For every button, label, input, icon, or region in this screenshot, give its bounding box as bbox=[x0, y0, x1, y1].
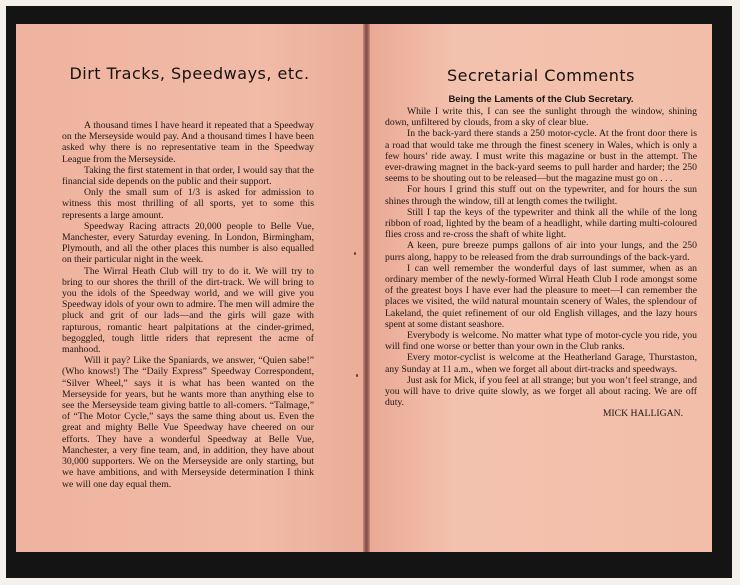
page-subtitle: Being the Laments of the Club Secretary. bbox=[448, 94, 634, 105]
paragraph: While I write this, I can see the sunlight through the window, shining down, unfiltered by clouds, from a sky of clear blue. bbox=[385, 106, 697, 129]
paragraph: A thousand times I have heard it repeated that a Speedway on the Merseyside would pay. And a thousand times I have been asked why there is no representative team in the Speedway League from the Merseyside. bbox=[62, 120, 314, 165]
paragraph: Will it pay? Like the Spaniards, we answer, “Quien sabe!” (Who knows!) The “Daily Express” Speedway Correspondent, “Silver Wheel,” says it is what has been wanted on the Merseyside for years, but he wants more than anything else to see the Merseyside team giving battle to all-comers. “Talmage,” of “The Motor Cycle,” says the same thing about us. Even the great and mighty Belle Vue Speedway have cheered on our efforts. They have a wonderful Speedway at Belle Vue, Manchester, a very fine team, and, in addition, they have about 30,000 supporters. We on the Merseyside are only starting, but we have ambitions, and with Merseyside determination I think we will one day equal them. bbox=[62, 355, 314, 490]
paragraph: A keen, pure breeze pumps gallons of air into your lungs, and the 250 purrs along, happy to be released from the drab surroundings of the back-yard. bbox=[385, 240, 697, 263]
paragraph: In the back-yard there stands a 250 motor-cycle. At the front door there is a road that would take me through the finest scenery in Wales, which is only a few hours’ ride away. I must write this magazine or bust in the attempt. The ever-drawing magnet in the back-yard seems to pull harder and harder; the 250 seems to be shouting out to be released—but the magazine must go on . . . bbox=[385, 128, 697, 185]
paper-speck bbox=[354, 252, 356, 255]
author-signature: MICK HALLIGAN. bbox=[602, 408, 683, 420]
article-body bbox=[62, 120, 314, 490]
paragraph: Still I tap the keys of the typewriter and think all the while of the long ribbon of road, lighted by the beam of a headlight, while darting multi-coloured flies cross and re-cross the shaft of white light. bbox=[385, 206, 697, 241]
book-spine bbox=[363, 24, 370, 552]
paragraph: The Wirral Heath Club will try to do it. We will try to bring to our shores the thrill of the dirt-track. We will bring to you the idols of the Speedway world, and we will give you Speedway idols of your own to admire. The men will admire the pluck and grit of our lads—and the girls will gaze with rapturous, romantic heart palpitations at the cinder-grimed, begoggled, tough little riders that represent the acme of manhood. bbox=[62, 265, 314, 356]
paragraph: Just ask for Mick, if you feel at all strange; but you won’t feel strange, and you will have to drive quite slowly, as we forget all about racing. We are off duty. bbox=[385, 374, 697, 409]
right-page bbox=[370, 24, 712, 552]
paragraph: I can well remember the wonderful days of last summer, when as an ordinary member of the newly-formed Wirral Heath Club I rode amongst some of the greatest boys I have ever had the pleasure to meet—I can remember the places we visited, the wild natural mountain scenery of Wales, the splendour of Lakeland, the quiet refinement of our old English villages, and the lazy hours spent at some distant seashore. bbox=[385, 262, 697, 330]
left-page bbox=[16, 24, 363, 552]
paragraph: For hours I grind this stuff out on the typewriter, and for hours the sun shines through the window, till at length comes the twilight. bbox=[385, 184, 697, 207]
paragraph: Everybody is welcome. No matter what type of motor-cycle you ride, you will find one worse or better than your own in the Club ranks. bbox=[385, 330, 697, 353]
paragraph: Every motor-cyclist is welcome at the Heatherland Garage, Thurstaston, any Sunday at 11 a.m., when we forget all about dirt-tracks and speedways. bbox=[385, 352, 697, 375]
page-title: Dirt Tracks, Speedways, etc. bbox=[69, 64, 310, 83]
paper-speck bbox=[356, 374, 358, 377]
paragraph: Taking the first statement in that order, I would say that the financial side depends on the public and their support. bbox=[62, 164, 314, 188]
paragraph: Only the small sum of 1/3 is asked for admission to witness this most thrilling of all sports, yet to some this represents a large amount. bbox=[62, 187, 314, 221]
page-title: Secretarial Comments bbox=[446, 66, 636, 85]
article-body bbox=[385, 106, 697, 420]
paragraph: Speedway Racing attracts 20,000 people to Belle Vue, Manchester, every Saturday evening. In London, Birmingham, Plymouth, and all the other places this number is also equalled on their particular night in the week. bbox=[62, 220, 314, 266]
